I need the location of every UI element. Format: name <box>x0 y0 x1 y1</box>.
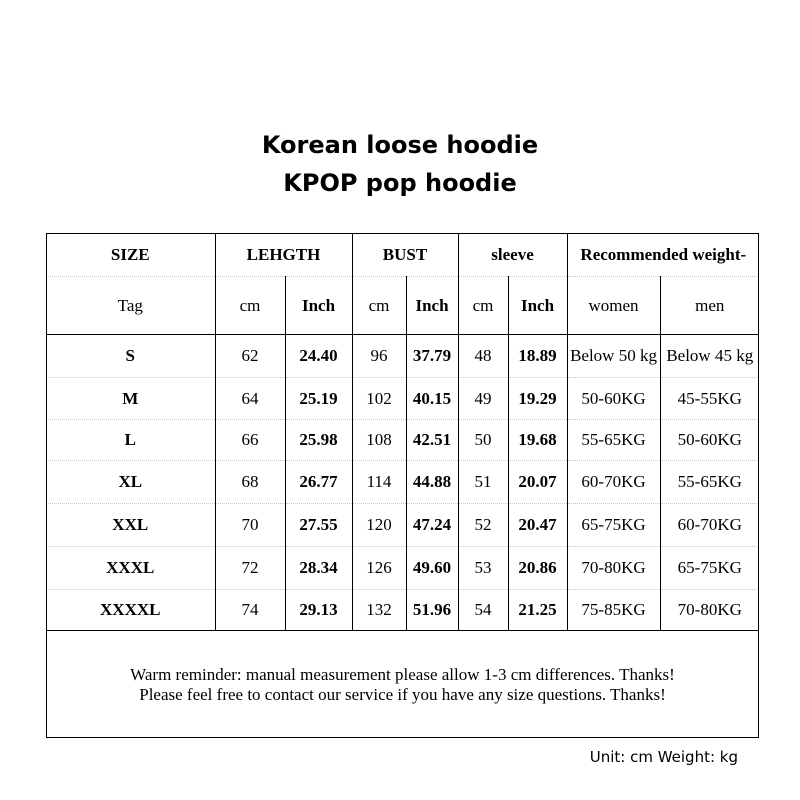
cell-sleeve-cm: 50 <box>458 419 508 460</box>
cell-sleeve-inch: 18.89 <box>508 334 567 377</box>
cell-size: XXXXL <box>100 600 161 620</box>
cell-size: M <box>46 377 215 419</box>
size-row-xxxl <box>46 546 759 589</box>
title-line-1: Korean loose hoodie <box>261 131 539 159</box>
cell-bust-inch: 42.51 <box>406 419 458 460</box>
cell-sleeve-inch: 20.86 <box>508 546 567 589</box>
cell-bust-inch: 44.88 <box>406 460 458 503</box>
cell-sleeve-cm: 48 <box>458 334 508 377</box>
cell-bust-inch: 47.24 <box>406 503 458 546</box>
cell-women-weight: 60-70KG <box>567 460 660 503</box>
cell-men-weight: 55-65KG <box>660 460 759 503</box>
cell-sleeve-cm: 54 <box>458 589 508 630</box>
cell-length-cm: 68 <box>215 460 285 503</box>
cell-length-cm: 74 <box>215 589 285 630</box>
cell-length-cm: 66 <box>215 419 285 460</box>
subheader-sleeve-cm: cm <box>458 276 508 334</box>
size-row-l <box>46 419 759 460</box>
cell-length-cm: 64 <box>215 377 285 419</box>
cell-length-inch: 28.34 <box>285 546 352 589</box>
cell-men-weight: 70-80KG <box>660 589 759 630</box>
cell-women-weight: 75-85KG <box>567 589 660 630</box>
cell-length-inch: 29.13 <box>285 589 352 630</box>
header-bust: BUST <box>352 233 458 276</box>
cell-length-inch: 25.98 <box>285 419 352 460</box>
cell-sleeve-cm: 51 <box>458 460 508 503</box>
size-row-xl <box>46 460 759 503</box>
subheader-length-inch: Inch <box>285 276 352 334</box>
subheader-bust-inch: Inch <box>406 276 458 334</box>
cell-bust-cm: 114 <box>352 460 406 503</box>
size-row-xxxxl <box>46 589 759 630</box>
title-line-2: KPOP pop hoodie <box>283 169 517 197</box>
cell-women-weight: 65-75KG <box>567 503 660 546</box>
cell-sleeve-cm: 49 <box>458 377 508 419</box>
cell-men-weight: 50-60KG <box>660 419 759 460</box>
subheader-length-cm: cm <box>215 276 285 334</box>
reminder-note: Warm reminder: manual measurement please allow 1-3 cm differences. Thanks! <box>130 665 675 684</box>
size-row-xxl <box>46 503 759 546</box>
size-row-s <box>46 334 759 377</box>
subheader-women: women <box>567 276 660 334</box>
cell-women-weight: 55-65KG <box>567 419 660 460</box>
header-length: LEHGTH <box>215 233 352 276</box>
cell-length-cm: 72 <box>215 546 285 589</box>
cell-sleeve-cm: 53 <box>458 546 508 589</box>
cell-bust-cm: 126 <box>352 546 406 589</box>
size-chart-table <box>46 233 759 630</box>
cell-length-inch: 27.55 <box>285 503 352 546</box>
cell-men-weight: 45-55KG <box>660 377 759 419</box>
cell-men-weight: 60-70KG <box>660 503 759 546</box>
subheader-sleeve-inch: Inch <box>508 276 567 334</box>
subheader-bust-cm: cm <box>352 276 406 334</box>
size-row-m <box>46 377 759 419</box>
unit-label: Unit: cm Weight: kg <box>589 748 738 766</box>
cell-sleeve-inch: 19.68 <box>508 419 567 460</box>
cell-sleeve-inch: 21.25 <box>508 589 567 630</box>
cell-men-weight: Below 45 kg <box>660 334 759 377</box>
contact-note: Please feel free to contact our service if you have any size questions. Thanks! <box>139 685 666 704</box>
cell-sleeve-cm: 52 <box>458 503 508 546</box>
cell-bust-cm: 108 <box>352 419 406 460</box>
cell-size: XXXL <box>46 546 215 589</box>
cell-bust-cm: 96 <box>352 334 406 377</box>
subheader-row <box>46 276 759 334</box>
cell-sleeve-inch: 20.07 <box>508 460 567 503</box>
subheader-men: men <box>660 276 759 334</box>
cell-sleeve-inch: 20.47 <box>508 503 567 546</box>
cell-bust-inch: 37.79 <box>406 334 458 377</box>
subheader-tag: Tag <box>46 276 215 334</box>
cell-length-cm: 70 <box>215 503 285 546</box>
cell-length-inch: 24.40 <box>285 334 352 377</box>
cell-bust-inch: 40.15 <box>406 377 458 419</box>
cell-men-weight: 65-75KG <box>660 546 759 589</box>
header-recommended-weight: Recommended weight- <box>567 233 759 276</box>
cell-women-weight: Below 50 kg <box>567 334 660 377</box>
header-sleeve: sleeve <box>458 233 567 276</box>
cell-size: XL <box>46 460 215 503</box>
table-notes-divider <box>46 630 759 631</box>
cell-bust-inch: 51.96 <box>406 589 458 630</box>
cell-length-cm: 62 <box>215 334 285 377</box>
cell-women-weight: 50-60KG <box>567 377 660 419</box>
cell-sleeve-inch: 19.29 <box>508 377 567 419</box>
header-row <box>46 233 759 276</box>
cell-length-inch: 26.77 <box>285 460 352 503</box>
cell-size: L <box>46 419 215 460</box>
cell-women-weight: 70-80KG <box>567 546 660 589</box>
cell-size: XXL <box>46 503 215 546</box>
cell-bust-cm: 120 <box>352 503 406 546</box>
header-size: SIZE <box>46 233 215 276</box>
cell-bust-cm: 102 <box>352 377 406 419</box>
cell-bust-cm: 132 <box>352 589 406 630</box>
cell-bust-inch: 49.60 <box>406 546 458 589</box>
cell-size: S <box>46 334 215 377</box>
cell-length-inch: 25.19 <box>285 377 352 419</box>
